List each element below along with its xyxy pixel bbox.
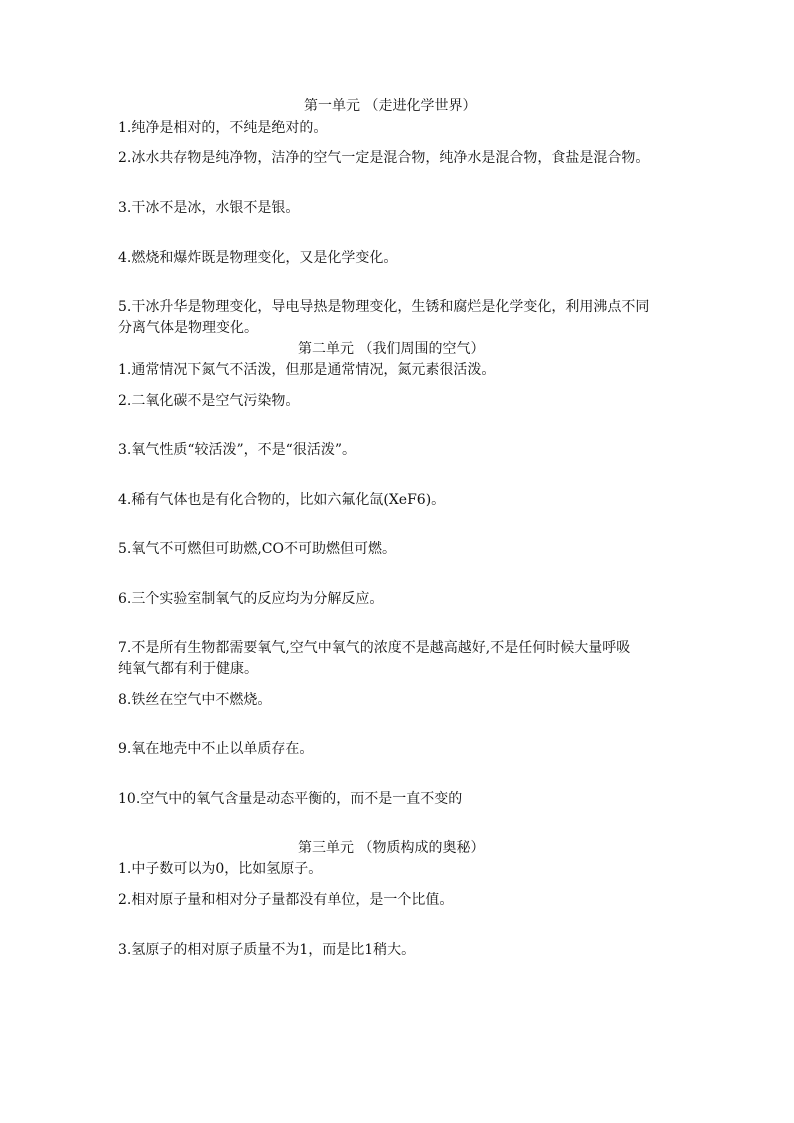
- unit-2-item: 6.三个实验室制氧气的反应均为分解反应。: [118, 591, 384, 607]
- unit-1-item: 分离气体是物理变化。: [118, 320, 258, 336]
- unit-1-item: 2.冰水共存物是纯净物，洁净的空气一定是混合物，纯净水是混合物，食盐是混合物。: [118, 150, 650, 166]
- unit-3-item: 1.中子数可以为0，比如氢原子。: [118, 861, 323, 877]
- unit-1-item: 1.纯净是相对的，不纯是绝对的。: [118, 120, 328, 136]
- unit-1-title: 第一单元 （走进化学世界）: [304, 98, 477, 114]
- unit-3-item: 2.相对原子量和相对分子量都没有单位，是一个比值。: [118, 892, 454, 908]
- unit-2-item: 7.不是所有生物都需要氧气,空气中氧气的浓度不是越高越好,不是任何时候大量呼吸: [118, 640, 631, 656]
- unit-2-item: 3.氧气性质“较活泼”，不是“很活泼”。: [118, 442, 356, 458]
- unit-2-item: 4.稀有气体也是有化合物的，比如六氟化氙(XeF6)。: [118, 492, 446, 508]
- unit-2-title: 第二单元 （我们周围的空气）: [298, 341, 485, 357]
- unit-1-item: 3.干冰不是冰，水银不是银。: [118, 200, 300, 216]
- unit-2-item: 2.二氧化碳不是空气污染物。: [118, 393, 300, 409]
- unit-2-item: 纯氧气都有利于健康。: [118, 661, 258, 677]
- unit-2-item: 9.氧在地壳中不止以单质存在。: [118, 741, 314, 757]
- unit-1-item: 4.燃烧和爆炸既是物理变化，又是化学变化。: [118, 250, 398, 266]
- unit-2-item: 8.铁丝在空气中不燃烧。: [118, 692, 272, 708]
- unit-2-item: 10.空气中的氧气含量是动态平衡的，而不是一直不变的: [118, 791, 463, 807]
- unit-3-item: 3.氢原子的相对原子质量不为1，而是比1稍大。: [118, 942, 416, 958]
- unit-2-item: 1.通常情况下氮气不活泼，但那是通常情况，氮元素很活泼。: [118, 362, 496, 378]
- unit-3-title: 第三单元 （物质构成的奥秘）: [298, 840, 485, 856]
- unit-2-item: 5.氧气不可燃但可助燃,CO不可助燃但可燃。: [118, 541, 396, 557]
- unit-1-item: 5.干冰升华是物理变化，导电导热是物理变化，生锈和腐烂是化学变化，利用沸点不同: [118, 299, 650, 315]
